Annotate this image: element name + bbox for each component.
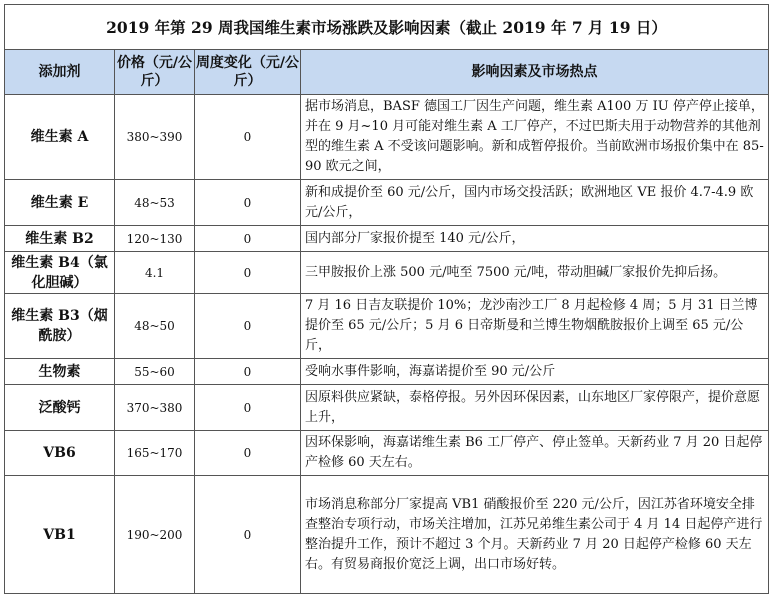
factor-text: 据市场消息，BASF 德国工厂因生产问题，维生素 A100 万 IU 停产停止接单，并在 9 月~10 月可能对维生素 A 工厂停产，不过巴斯夫用于动物营养的其他剂型的维生素 A 不受该问题影响。新和成暂停报价。当前欧洲市场报价集中在 85-90 欧元之间，	[301, 95, 769, 180]
price-value: 380~390	[115, 95, 195, 180]
additive-name: 泛酸钙	[5, 385, 115, 431]
factor-text: 7 月 16 日吉友联提价 10%；龙沙南沙工厂 8 月起检修 4 周；5 月 31 日兰博提价至 65 元/公斤；5 月 6 日帝斯曼和兰博生物烟酰胺报价上调至 65 元/公斤，	[301, 294, 769, 359]
price-value: 120~130	[115, 226, 195, 252]
change-value: 0	[195, 252, 301, 294]
price-value: 370~380	[115, 385, 195, 431]
additive-name: 维生素 A	[5, 95, 115, 180]
additive-name: 维生素 B4（氯化胆碱）	[5, 252, 115, 294]
vitamin-market-table	[4, 4, 769, 594]
additive-name: VB6	[5, 431, 115, 476]
additive-name: 维生素 E	[5, 180, 115, 226]
header-row	[5, 50, 769, 95]
table-row	[5, 252, 769, 294]
table-row	[5, 385, 769, 431]
change-value: 0	[195, 294, 301, 359]
price-value: 55~60	[115, 359, 195, 385]
factor-text: 市场消息称部分厂家提高 VB1 硝酸报价至 220 元/公斤，因江苏省环境安全排查整治专项行动，市场关注增加，江苏兄弟维生素公司于 4 月 14 日起停产进行整治提升工作，预计不超过 3 个月。天新药业 7 月 20 日起停产检修 60 天左右。有贸易商报价宽泛上调，出口市场好转。	[301, 476, 769, 594]
factor-text: 因环保影响，海嘉诺维生素 B6 工厂停产、停止签单。天新药业 7 月 20 日起停产检修 60 天左右。	[301, 431, 769, 476]
additive-name: 维生素 B2	[5, 226, 115, 252]
table-row	[5, 180, 769, 226]
table-row	[5, 476, 769, 594]
header-price: 价格（元/公斤）	[115, 50, 195, 95]
header-factors: 影响因素及市场热点	[301, 50, 769, 95]
header-change: 周度变化（元/公斤）	[195, 50, 301, 95]
factor-text: 三甲胺报价上涨 500 元/吨至 7500 元/吨，带动胆碱厂家报价先抑后扬。	[301, 252, 769, 294]
price-value: 165~170	[115, 431, 195, 476]
change-value: 0	[195, 476, 301, 594]
table-row	[5, 226, 769, 252]
table-row	[5, 359, 769, 385]
table-row	[5, 294, 769, 359]
factor-text: 受响水事件影响，海嘉诺提价至 90 元/公斤	[301, 359, 769, 385]
factor-text: 国内部分厂家报价提至 140 元/公斤，	[301, 226, 769, 252]
change-value: 0	[195, 359, 301, 385]
change-value: 0	[195, 431, 301, 476]
table-title: 2019 年第 29 周我国维生素市场涨跌及影响因素（截止 2019 年 7 月 19 日）	[5, 5, 769, 50]
factor-text: 因原料供应紧缺，泰格停报。另外因环保因素，山东地区厂家停限产，提价意愿上升，	[301, 385, 769, 431]
price-value: 190~200	[115, 476, 195, 594]
price-value: 4.1	[115, 252, 195, 294]
change-value: 0	[195, 180, 301, 226]
price-value: 48~50	[115, 294, 195, 359]
header-additive: 添加剂	[5, 50, 115, 95]
price-value: 48~53	[115, 180, 195, 226]
table-row	[5, 431, 769, 476]
change-value: 0	[195, 226, 301, 252]
table-row	[5, 95, 769, 180]
additive-name: 维生素 B3（烟酰胺）	[5, 294, 115, 359]
factor-text: 新和成提价至 60 元/公斤，国内市场交投活跃；欧洲地区 VE 报价 4.7-4.9 欧元/公斤，	[301, 180, 769, 226]
additive-name: VB1	[5, 476, 115, 594]
change-value: 0	[195, 385, 301, 431]
change-value: 0	[195, 95, 301, 180]
additive-name: 生物素	[5, 359, 115, 385]
